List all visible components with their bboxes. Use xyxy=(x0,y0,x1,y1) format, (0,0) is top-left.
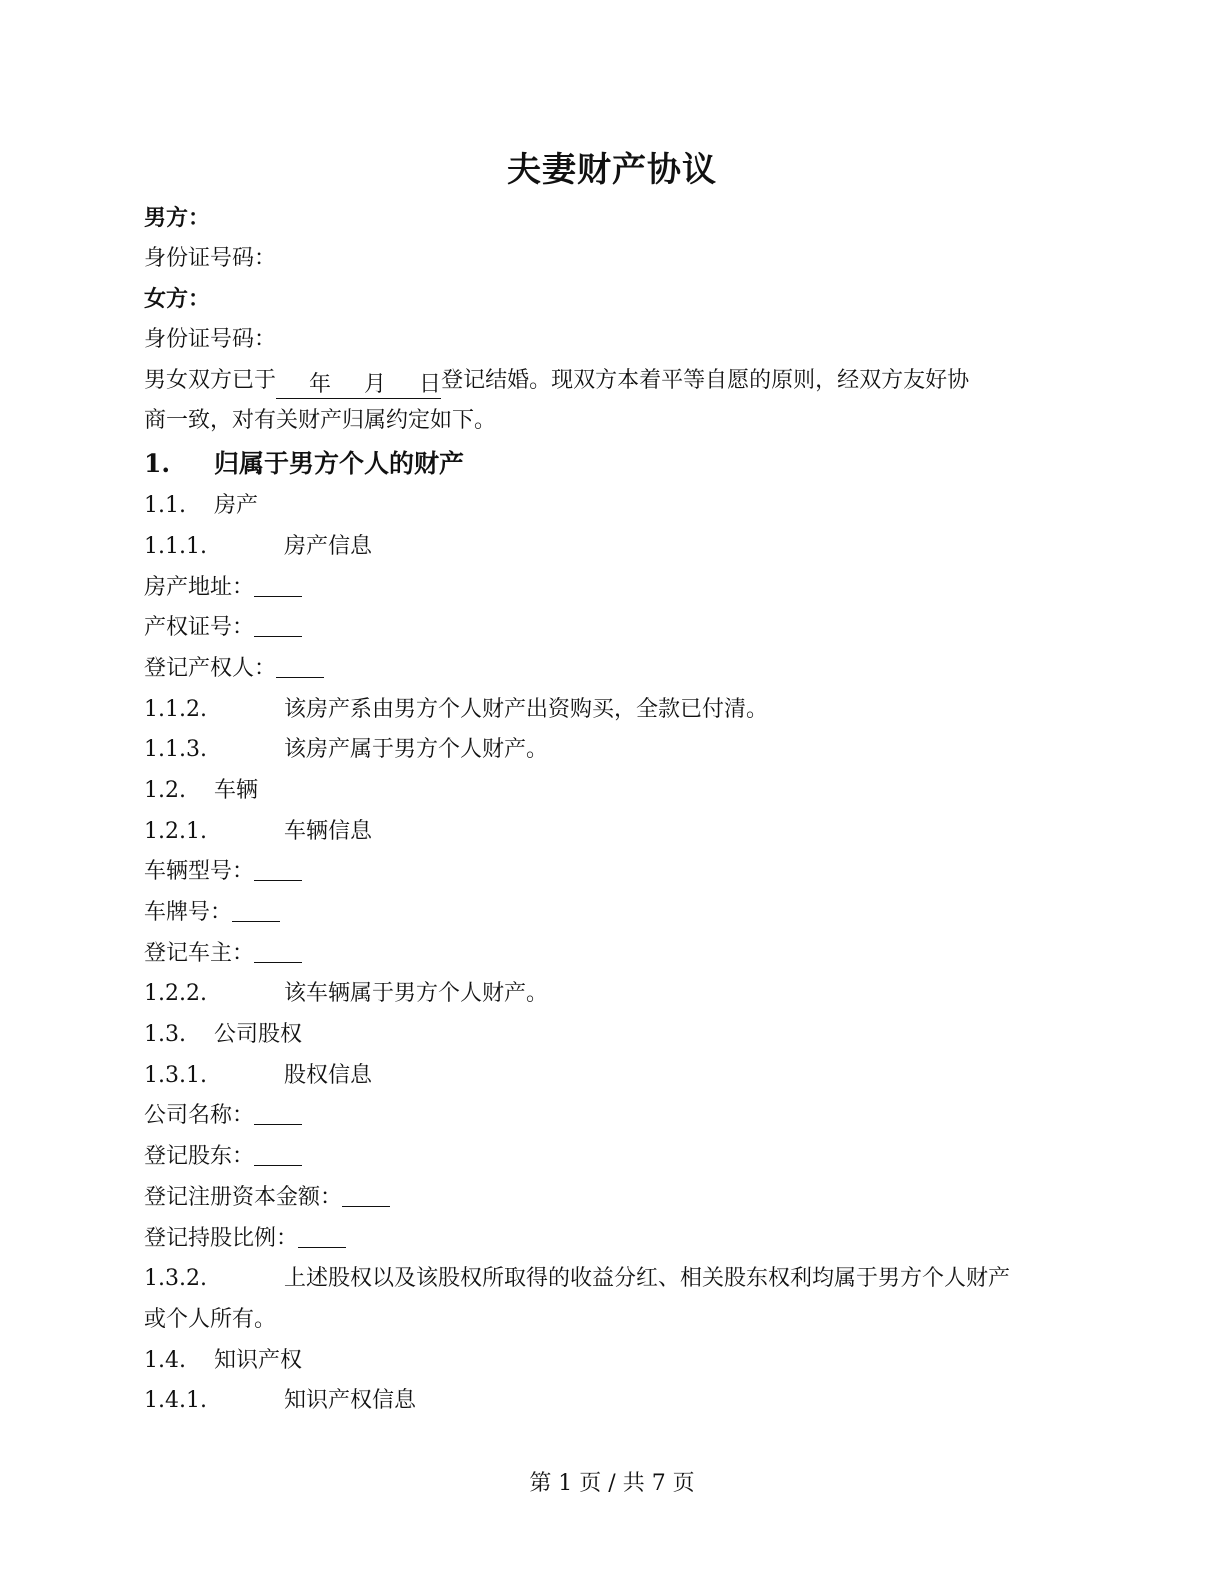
section-title: 房产信息 xyxy=(284,533,373,559)
clause-text: 上述股权以及该股权所取得的收益分红、相关股东权利均属于男方个人财产 xyxy=(284,1266,1011,1292)
intro-paragraph-line2: 商一致，对有关财产归属约定如下。 xyxy=(144,408,497,434)
section-title: 车辆 xyxy=(214,777,259,803)
address-field xyxy=(144,568,1074,609)
section-number: 1.2.1. xyxy=(144,818,207,844)
section-1-3-2-line2: 或个人所有。 xyxy=(144,1306,277,1332)
blank-line xyxy=(254,1141,302,1166)
section-number: 1.3.2. xyxy=(144,1266,207,1292)
document-body xyxy=(144,198,1074,1422)
intro-prefix: 男女双方已于 xyxy=(144,367,277,393)
section-1-2-1-heading xyxy=(144,812,1074,853)
section-1-1-heading xyxy=(144,486,1074,527)
year-label: 年 xyxy=(309,371,332,397)
model-field xyxy=(144,852,1074,893)
section-number: 1.4.1. xyxy=(144,1388,207,1414)
section-number: 1.3.1. xyxy=(144,1062,207,1088)
wife-label: 女方： xyxy=(144,286,211,313)
blank-line xyxy=(254,612,302,637)
intro-suffix: 登记结婚。现双方本着平等自愿的原则，经双方友好协 xyxy=(441,367,970,393)
field-label: 房产地址： xyxy=(144,574,255,600)
field-label: 登记股东： xyxy=(144,1144,255,1170)
section-number: 1.3. xyxy=(144,1022,186,1048)
cert-field xyxy=(144,608,1074,649)
blank-line xyxy=(254,572,302,597)
section-number: 1.1.1. xyxy=(144,533,207,559)
section-title: 知识产权 xyxy=(214,1347,303,1373)
husband-label: 男方： xyxy=(144,205,211,231)
field-label: 公司名称： xyxy=(144,1103,255,1129)
section-1-2-2 xyxy=(144,974,1074,1015)
section-title: 股权信息 xyxy=(284,1062,373,1088)
section-number: 1.1.3. xyxy=(144,737,207,763)
clause-text: 该车辆属于男方个人财产。 xyxy=(284,981,549,1007)
section-number: 1.2. xyxy=(144,777,186,803)
company-field xyxy=(144,1096,1074,1137)
blank-line xyxy=(254,938,302,963)
blank-line xyxy=(342,1182,390,1207)
field-label: 登记注册资本金额： xyxy=(144,1184,343,1210)
ratio-field xyxy=(144,1219,1074,1260)
field-label: 产权证号： xyxy=(144,615,255,641)
section-1-3-1-heading xyxy=(144,1056,1074,1097)
field-label: 车牌号： xyxy=(144,900,233,925)
section-number: 1. xyxy=(144,449,171,479)
field-label: 登记持股比例： xyxy=(144,1225,299,1251)
blank-line xyxy=(254,856,302,881)
owner-field xyxy=(144,649,1074,690)
section-1-4-1-heading xyxy=(144,1381,1074,1422)
section-title: 房产 xyxy=(214,493,259,519)
section-title: 知识产权信息 xyxy=(284,1388,417,1414)
section-1-1-3 xyxy=(144,730,1074,771)
intro-paragraph-line1 xyxy=(144,361,1074,402)
field-label: 登记车主： xyxy=(144,940,255,966)
clause-text: 该房产属于男方个人财产。 xyxy=(284,737,549,763)
clause-text: 该房产系由男方个人财产出资购买，全款已付清。 xyxy=(284,696,769,722)
field-label: 登记产权人： xyxy=(144,655,277,681)
husband-id-label: 身份证号码： xyxy=(144,245,277,271)
document-title: 夫妻财产协议 xyxy=(507,150,717,190)
blank-line xyxy=(232,897,280,922)
page-footer: 第 1 页 / 共 7 页 xyxy=(529,1471,695,1496)
section-number: 1.2.2. xyxy=(144,981,207,1007)
section-title: 公司股权 xyxy=(214,1022,303,1048)
section-number: 1.1. xyxy=(144,493,186,519)
section-1-3-heading xyxy=(144,1015,1074,1056)
section-1-heading xyxy=(144,442,1074,486)
plate-field xyxy=(144,893,1074,934)
wife-id-label: 身份证号码： xyxy=(144,327,277,353)
month-label: 月 xyxy=(364,371,387,397)
day-label: 日 xyxy=(419,371,442,397)
section-number: 1.4. xyxy=(144,1347,186,1373)
blank-line xyxy=(276,653,324,678)
shareholder-field xyxy=(144,1137,1074,1178)
section-title: 车辆信息 xyxy=(284,818,373,844)
section-1-4-heading xyxy=(144,1341,1074,1382)
section-1-1-2 xyxy=(144,690,1074,731)
blank-line xyxy=(254,1100,302,1125)
section-title: 归属于男方个人的财产 xyxy=(214,449,465,479)
date-year-field xyxy=(276,372,441,399)
field-label: 车辆型号： xyxy=(144,859,255,885)
section-1-2-heading xyxy=(144,771,1074,812)
section-1-1-1-heading xyxy=(144,527,1074,568)
blank-line xyxy=(298,1223,346,1248)
section-number: 1.1.2. xyxy=(144,696,207,722)
car-owner-field xyxy=(144,934,1074,975)
section-1-3-2-line1 xyxy=(144,1259,1074,1300)
capital-field xyxy=(144,1178,1074,1219)
